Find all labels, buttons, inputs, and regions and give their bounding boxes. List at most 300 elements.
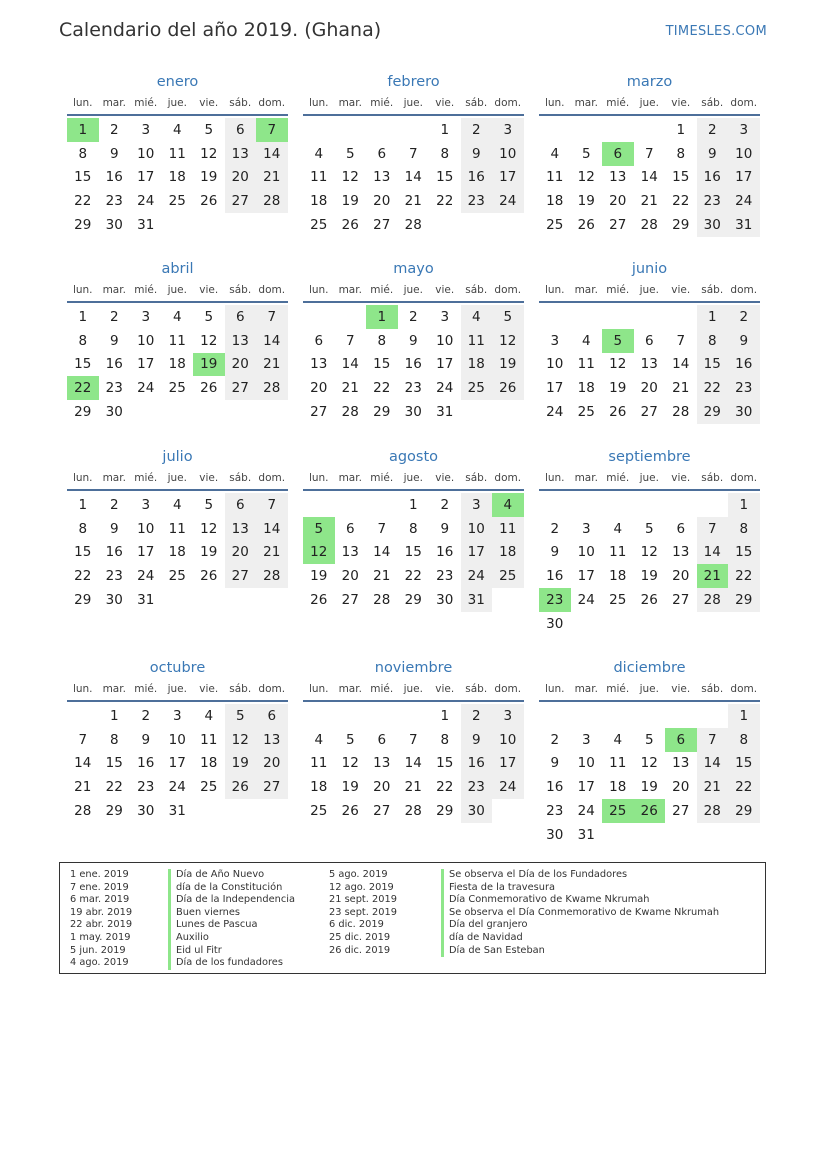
day-cell[interactable]: 16 <box>546 568 564 585</box>
day-cell[interactable]: 15 <box>672 169 690 186</box>
day-cell[interactable]: 19 <box>577 193 595 210</box>
day-cell[interactable]: 5 <box>345 731 355 748</box>
day-cell[interactable]: 31 <box>436 404 454 421</box>
day-cell[interactable]: 17 <box>577 779 595 796</box>
day-cell[interactable]: 11 <box>492 517 524 541</box>
day-cell[interactable]: 10 <box>137 332 155 349</box>
day-cell[interactable]: 19 <box>200 544 218 561</box>
day-cell[interactable]: 12 <box>640 544 658 561</box>
day-cell[interactable]: 14 <box>672 356 690 373</box>
day-cell[interactable]: 14 <box>404 169 422 186</box>
day-cell[interactable]: 15 <box>74 356 92 373</box>
day-cell[interactable]: 1 <box>78 308 88 325</box>
day-cell[interactable]: 18 <box>461 353 493 377</box>
day-cell[interactable]: 13 <box>341 544 359 561</box>
day-cell[interactable]: 12 <box>609 356 627 373</box>
day-cell[interactable]: 29 <box>728 799 760 823</box>
day-cell[interactable]: 19 <box>225 752 257 776</box>
day-cell[interactable]: 11 <box>168 332 186 349</box>
day-cell[interactable]: 21 <box>256 541 288 565</box>
day-cell[interactable]: 20 <box>609 193 627 210</box>
day-cell[interactable]: 7 <box>78 731 88 748</box>
day-cell[interactable]: 15 <box>74 169 92 186</box>
day-cell[interactable]: 17 <box>436 356 454 373</box>
day-cell[interactable]: 4 <box>172 496 182 513</box>
day-cell[interactable]: 7 <box>408 145 418 162</box>
day-cell[interactable]: 11 <box>546 169 564 186</box>
day-cell[interactable]: 6 <box>225 493 257 517</box>
day-cell[interactable]: 19 <box>341 779 359 796</box>
day-cell[interactable]: 24 <box>137 568 155 585</box>
day-cell[interactable]: 24 <box>461 564 493 588</box>
day-cell[interactable]: 28 <box>697 588 729 612</box>
day-cell[interactable]: 16 <box>105 169 123 186</box>
day-cell[interactable]: 17 <box>492 752 524 776</box>
day-cell[interactable]: 2 <box>141 707 151 724</box>
day-cell[interactable]: 19 <box>200 169 218 186</box>
day-cell[interactable]: 23 <box>728 376 760 400</box>
day-cell[interactable]: 5 <box>644 731 654 748</box>
day-cell[interactable]: 17 <box>577 568 595 585</box>
holiday-day-cell[interactable]: 23 <box>539 588 571 612</box>
day-cell[interactable]: 20 <box>225 353 257 377</box>
day-cell[interactable]: 14 <box>256 142 288 166</box>
day-cell[interactable]: 17 <box>137 544 155 561</box>
day-cell[interactable]: 7 <box>345 332 355 349</box>
day-cell[interactable]: 14 <box>697 752 729 776</box>
day-cell[interactable]: 18 <box>310 193 328 210</box>
day-cell[interactable]: 10 <box>492 728 524 752</box>
day-cell[interactable]: 30 <box>546 615 564 632</box>
day-cell[interactable]: 17 <box>546 380 564 397</box>
day-cell[interactable]: 8 <box>78 520 88 537</box>
day-cell[interactable]: 3 <box>440 308 450 325</box>
holiday-day-cell[interactable]: 21 <box>697 564 729 588</box>
day-cell[interactable]: 22 <box>74 568 92 585</box>
day-cell[interactable]: 3 <box>728 118 760 142</box>
holiday-day-cell[interactable]: 6 <box>665 728 697 752</box>
day-cell[interactable]: 29 <box>728 588 760 612</box>
day-cell[interactable]: 27 <box>225 189 257 213</box>
day-cell[interactable]: 12 <box>200 332 218 349</box>
day-cell[interactable]: 17 <box>137 169 155 186</box>
day-cell[interactable]: 6 <box>345 520 355 537</box>
day-cell[interactable]: 11 <box>168 145 186 162</box>
day-cell[interactable]: 10 <box>168 731 186 748</box>
day-cell[interactable]: 19 <box>640 568 658 585</box>
day-cell[interactable]: 20 <box>672 568 690 585</box>
day-cell[interactable]: 14 <box>697 541 729 565</box>
day-cell[interactable]: 6 <box>225 305 257 329</box>
day-cell[interactable]: 13 <box>609 169 627 186</box>
day-cell[interactable]: 20 <box>225 166 257 190</box>
holiday-day-cell[interactable]: 4 <box>492 493 524 517</box>
day-cell[interactable]: 31 <box>461 588 493 612</box>
day-cell[interactable]: 9 <box>109 332 119 349</box>
day-cell[interactable]: 14 <box>256 329 288 353</box>
day-cell[interactable]: 13 <box>225 142 257 166</box>
day-cell[interactable]: 10 <box>436 332 454 349</box>
day-cell[interactable]: 3 <box>492 704 524 728</box>
day-cell[interactable]: 25 <box>492 564 524 588</box>
holiday-day-cell[interactable]: 19 <box>193 353 225 377</box>
day-cell[interactable]: 26 <box>310 592 328 609</box>
day-cell[interactable]: 14 <box>373 544 391 561</box>
day-cell[interactable]: 15 <box>404 544 422 561</box>
day-cell[interactable]: 8 <box>377 332 387 349</box>
day-cell[interactable]: 29 <box>74 592 92 609</box>
day-cell[interactable]: 18 <box>310 779 328 796</box>
day-cell[interactable]: 4 <box>613 731 623 748</box>
day-cell[interactable]: 10 <box>728 142 760 166</box>
day-cell[interactable]: 29 <box>74 404 92 421</box>
day-cell[interactable]: 20 <box>373 779 391 796</box>
day-cell[interactable]: 15 <box>373 356 391 373</box>
day-cell[interactable]: 31 <box>137 217 155 234</box>
day-cell[interactable]: 11 <box>461 329 493 353</box>
day-cell[interactable]: 14 <box>640 169 658 186</box>
day-cell[interactable]: 22 <box>105 779 123 796</box>
day-cell[interactable]: 12 <box>640 755 658 772</box>
day-cell[interactable]: 13 <box>373 169 391 186</box>
day-cell[interactable]: 18 <box>492 541 524 565</box>
day-cell[interactable]: 11 <box>609 755 627 772</box>
day-cell[interactable]: 27 <box>225 564 257 588</box>
day-cell[interactable]: 21 <box>404 779 422 796</box>
day-cell[interactable]: 2 <box>109 496 119 513</box>
day-cell[interactable]: 2 <box>461 704 493 728</box>
day-cell[interactable]: 25 <box>168 380 186 397</box>
day-cell[interactable]: 16 <box>461 752 493 776</box>
day-cell[interactable]: 9 <box>461 728 493 752</box>
day-cell[interactable]: 23 <box>105 568 123 585</box>
holiday-day-cell[interactable]: 7 <box>256 118 288 142</box>
day-cell[interactable]: 6 <box>377 731 387 748</box>
day-cell[interactable]: 23 <box>697 189 729 213</box>
holiday-day-cell[interactable]: 22 <box>67 376 99 400</box>
day-cell[interactable]: 12 <box>200 520 218 537</box>
holiday-day-cell[interactable]: 25 <box>602 799 634 823</box>
day-cell[interactable]: 26 <box>225 775 257 799</box>
day-cell[interactable]: 1 <box>408 496 418 513</box>
day-cell[interactable]: 31 <box>137 592 155 609</box>
day-cell[interactable]: 28 <box>256 564 288 588</box>
day-cell[interactable]: 4 <box>461 305 493 329</box>
day-cell[interactable]: 27 <box>609 217 627 234</box>
day-cell[interactable]: 21 <box>404 193 422 210</box>
day-cell[interactable]: 9 <box>550 544 560 561</box>
holiday-day-cell[interactable]: 12 <box>303 541 335 565</box>
day-cell[interactable]: 1 <box>728 493 760 517</box>
day-cell[interactable]: 18 <box>168 356 186 373</box>
day-cell[interactable]: 21 <box>256 353 288 377</box>
day-cell[interactable]: 8 <box>697 329 729 353</box>
day-cell[interactable]: 27 <box>310 404 328 421</box>
day-cell[interactable]: 10 <box>137 520 155 537</box>
day-cell[interactable]: 5 <box>492 305 524 329</box>
day-cell[interactable]: 27 <box>225 376 257 400</box>
day-cell[interactable]: 22 <box>728 564 760 588</box>
day-cell[interactable]: 10 <box>577 544 595 561</box>
holiday-day-cell[interactable]: 6 <box>602 142 634 166</box>
day-cell[interactable]: 26 <box>492 376 524 400</box>
day-cell[interactable]: 16 <box>728 353 760 377</box>
day-cell[interactable]: 16 <box>105 544 123 561</box>
day-cell[interactable]: 8 <box>728 728 760 752</box>
day-cell[interactable]: 13 <box>672 755 690 772</box>
day-cell[interactable]: 24 <box>492 189 524 213</box>
day-cell[interactable]: 6 <box>225 118 257 142</box>
day-cell[interactable]: 1 <box>697 305 729 329</box>
day-cell[interactable]: 3 <box>492 118 524 142</box>
day-cell[interactable]: 1 <box>676 121 686 138</box>
day-cell[interactable]: 10 <box>577 755 595 772</box>
day-cell[interactable]: 1 <box>440 121 450 138</box>
day-cell[interactable]: 8 <box>728 517 760 541</box>
day-cell[interactable]: 30 <box>105 592 123 609</box>
day-cell[interactable]: 11 <box>200 731 218 748</box>
day-cell[interactable]: 23 <box>137 779 155 796</box>
day-cell[interactable]: 9 <box>408 332 418 349</box>
day-cell[interactable]: 8 <box>440 731 450 748</box>
day-cell[interactable]: 2 <box>109 308 119 325</box>
day-cell[interactable]: 23 <box>404 380 422 397</box>
day-cell[interactable]: 28 <box>373 592 391 609</box>
day-cell[interactable]: 30 <box>137 803 155 820</box>
day-cell[interactable]: 8 <box>78 332 88 349</box>
day-cell[interactable]: 16 <box>404 356 422 373</box>
day-cell[interactable]: 12 <box>341 169 359 186</box>
day-cell[interactable]: 8 <box>408 520 418 537</box>
day-cell[interactable]: 2 <box>461 118 493 142</box>
day-cell[interactable]: 29 <box>105 803 123 820</box>
day-cell[interactable]: 27 <box>672 592 690 609</box>
day-cell[interactable]: 24 <box>137 193 155 210</box>
day-cell[interactable]: 15 <box>728 541 760 565</box>
day-cell[interactable]: 2 <box>550 520 560 537</box>
holiday-day-cell[interactable]: 1 <box>366 305 398 329</box>
day-cell[interactable]: 21 <box>672 380 690 397</box>
day-cell[interactable]: 30 <box>697 213 729 237</box>
day-cell[interactable]: 22 <box>728 775 760 799</box>
day-cell[interactable]: 25 <box>310 217 328 234</box>
day-cell[interactable]: 5 <box>644 520 654 537</box>
day-cell[interactable]: 16 <box>137 755 155 772</box>
day-cell[interactable]: 20 <box>640 380 658 397</box>
day-cell[interactable]: 28 <box>256 189 288 213</box>
day-cell[interactable]: 10 <box>137 145 155 162</box>
day-cell[interactable]: 15 <box>74 544 92 561</box>
day-cell[interactable]: 1 <box>440 707 450 724</box>
day-cell[interactable]: 19 <box>640 779 658 796</box>
day-cell[interactable]: 13 <box>373 755 391 772</box>
day-cell[interactable]: 11 <box>168 520 186 537</box>
day-cell[interactable]: 27 <box>256 775 288 799</box>
day-cell[interactable]: 18 <box>609 568 627 585</box>
day-cell[interactable]: 26 <box>341 803 359 820</box>
day-cell[interactable]: 17 <box>168 755 186 772</box>
day-cell[interactable]: 4 <box>172 308 182 325</box>
day-cell[interactable]: 23 <box>461 775 493 799</box>
day-cell[interactable]: 28 <box>404 217 422 234</box>
day-cell[interactable]: 28 <box>74 803 92 820</box>
day-cell[interactable]: 5 <box>225 704 257 728</box>
day-cell[interactable]: 20 <box>672 779 690 796</box>
day-cell[interactable]: 23 <box>436 568 454 585</box>
day-cell[interactable]: 6 <box>256 704 288 728</box>
day-cell[interactable]: 7 <box>697 517 729 541</box>
day-cell[interactable]: 30 <box>105 217 123 234</box>
day-cell[interactable]: 25 <box>168 193 186 210</box>
day-cell[interactable]: 1 <box>728 704 760 728</box>
day-cell[interactable]: 7 <box>697 728 729 752</box>
day-cell[interactable]: 28 <box>341 404 359 421</box>
day-cell[interactable]: 25 <box>168 568 186 585</box>
day-cell[interactable]: 28 <box>640 217 658 234</box>
day-cell[interactable]: 26 <box>200 568 218 585</box>
day-cell[interactable]: 26 <box>640 592 658 609</box>
day-cell[interactable]: 13 <box>256 728 288 752</box>
day-cell[interactable]: 21 <box>373 568 391 585</box>
day-cell[interactable]: 24 <box>436 380 454 397</box>
day-cell[interactable]: 24 <box>577 803 595 820</box>
day-cell[interactable]: 7 <box>256 305 288 329</box>
day-cell[interactable]: 2 <box>109 121 119 138</box>
day-cell[interactable]: 24 <box>728 189 760 213</box>
day-cell[interactable]: 25 <box>577 404 595 421</box>
day-cell[interactable]: 7 <box>377 520 387 537</box>
day-cell[interactable]: 9 <box>440 520 450 537</box>
day-cell[interactable]: 3 <box>461 493 493 517</box>
day-cell[interactable]: 3 <box>141 496 151 513</box>
day-cell[interactable]: 8 <box>78 145 88 162</box>
day-cell[interactable]: 30 <box>436 592 454 609</box>
day-cell[interactable]: 15 <box>728 752 760 776</box>
day-cell[interactable]: 15 <box>697 353 729 377</box>
day-cell[interactable]: 3 <box>172 707 182 724</box>
day-cell[interactable]: 6 <box>314 332 324 349</box>
day-cell[interactable]: 25 <box>200 779 218 796</box>
day-cell[interactable]: 5 <box>581 145 591 162</box>
day-cell[interactable]: 16 <box>461 166 493 190</box>
day-cell[interactable]: 2 <box>550 731 560 748</box>
day-cell[interactable]: 1 <box>78 496 88 513</box>
day-cell[interactable]: 22 <box>404 568 422 585</box>
day-cell[interactable]: 9 <box>109 520 119 537</box>
holiday-day-cell[interactable]: 5 <box>303 517 335 541</box>
day-cell[interactable]: 3 <box>550 332 560 349</box>
day-cell[interactable]: 18 <box>609 779 627 796</box>
day-cell[interactable]: 23 <box>105 193 123 210</box>
day-cell[interactable]: 8 <box>676 145 686 162</box>
day-cell[interactable]: 5 <box>204 308 214 325</box>
day-cell[interactable]: 30 <box>728 400 760 424</box>
day-cell[interactable]: 4 <box>314 145 324 162</box>
day-cell[interactable]: 12 <box>225 728 257 752</box>
day-cell[interactable]: 6 <box>644 332 654 349</box>
day-cell[interactable]: 27 <box>373 217 391 234</box>
day-cell[interactable]: 11 <box>609 544 627 561</box>
day-cell[interactable]: 30 <box>461 799 493 823</box>
day-cell[interactable]: 7 <box>408 731 418 748</box>
day-cell[interactable]: 2 <box>408 308 418 325</box>
day-cell[interactable]: 15 <box>436 169 454 186</box>
day-cell[interactable]: 12 <box>341 755 359 772</box>
day-cell[interactable]: 26 <box>609 404 627 421</box>
day-cell[interactable]: 20 <box>310 380 328 397</box>
holiday-day-cell[interactable]: 26 <box>634 799 666 823</box>
day-cell[interactable]: 12 <box>577 169 595 186</box>
day-cell[interactable]: 25 <box>546 217 564 234</box>
day-cell[interactable]: 12 <box>200 145 218 162</box>
day-cell[interactable]: 15 <box>436 755 454 772</box>
holiday-day-cell[interactable]: 5 <box>602 329 634 353</box>
day-cell[interactable]: 2 <box>440 496 450 513</box>
day-cell[interactable]: 27 <box>672 803 690 820</box>
day-cell[interactable]: 21 <box>640 193 658 210</box>
day-cell[interactable]: 16 <box>697 166 729 190</box>
day-cell[interactable]: 13 <box>310 356 328 373</box>
day-cell[interactable]: 29 <box>404 592 422 609</box>
day-cell[interactable]: 6 <box>676 520 686 537</box>
day-cell[interactable]: 25 <box>461 376 493 400</box>
day-cell[interactable]: 9 <box>550 755 560 772</box>
day-cell[interactable]: 21 <box>341 380 359 397</box>
day-cell[interactable]: 9 <box>109 145 119 162</box>
day-cell[interactable]: 10 <box>546 356 564 373</box>
day-cell[interactable]: 29 <box>373 404 391 421</box>
day-cell[interactable]: 26 <box>577 217 595 234</box>
day-cell[interactable]: 24 <box>168 779 186 796</box>
holiday-day-cell[interactable]: 1 <box>67 118 99 142</box>
day-cell[interactable]: 4 <box>172 121 182 138</box>
day-cell[interactable]: 9 <box>728 329 760 353</box>
day-cell[interactable]: 23 <box>546 803 564 820</box>
day-cell[interactable]: 3 <box>581 731 591 748</box>
day-cell[interactable]: 8 <box>109 731 119 748</box>
day-cell[interactable]: 14 <box>74 755 92 772</box>
day-cell[interactable]: 31 <box>168 803 186 820</box>
day-cell[interactable]: 3 <box>581 520 591 537</box>
day-cell[interactable]: 29 <box>697 400 729 424</box>
day-cell[interactable]: 21 <box>697 775 729 799</box>
day-cell[interactable]: 22 <box>373 380 391 397</box>
day-cell[interactable]: 4 <box>550 145 560 162</box>
day-cell[interactable]: 18 <box>546 193 564 210</box>
day-cell[interactable]: 29 <box>672 217 690 234</box>
day-cell[interactable]: 13 <box>225 329 257 353</box>
day-cell[interactable]: 22 <box>436 779 454 796</box>
day-cell[interactable]: 22 <box>436 193 454 210</box>
day-cell[interactable]: 14 <box>341 356 359 373</box>
day-cell[interactable]: 16 <box>105 356 123 373</box>
day-cell[interactable]: 3 <box>141 121 151 138</box>
day-cell[interactable]: 31 <box>577 826 595 843</box>
day-cell[interactable]: 28 <box>672 404 690 421</box>
day-cell[interactable]: 17 <box>461 541 493 565</box>
day-cell[interactable]: 15 <box>105 755 123 772</box>
day-cell[interactable]: 30 <box>546 826 564 843</box>
day-cell[interactable]: 31 <box>728 213 760 237</box>
day-cell[interactable]: 16 <box>546 779 564 796</box>
day-cell[interactable]: 28 <box>256 376 288 400</box>
day-cell[interactable]: 2 <box>728 305 760 329</box>
day-cell[interactable]: 12 <box>492 329 524 353</box>
day-cell[interactable]: 18 <box>168 169 186 186</box>
day-cell[interactable]: 21 <box>74 779 92 796</box>
day-cell[interactable]: 11 <box>310 169 328 186</box>
day-cell[interactable]: 18 <box>168 544 186 561</box>
